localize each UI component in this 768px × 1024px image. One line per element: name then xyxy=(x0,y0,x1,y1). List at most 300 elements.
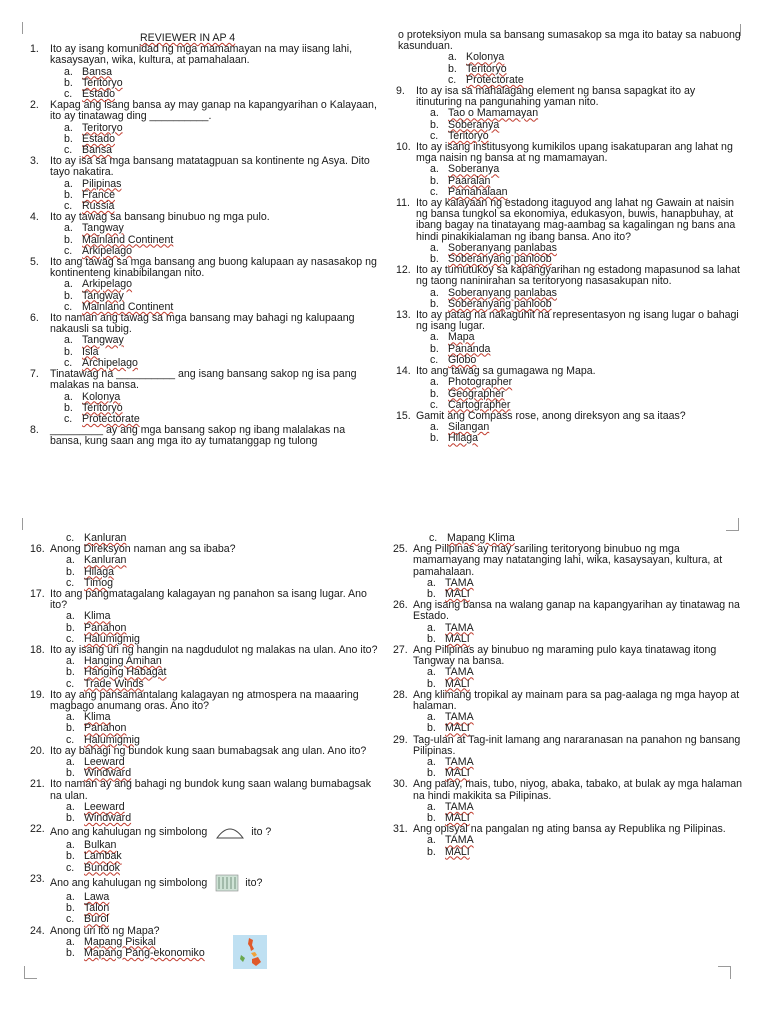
question-text xyxy=(413,735,743,757)
option-letter: b. xyxy=(427,722,436,735)
option-row xyxy=(427,712,743,723)
question-stem-row xyxy=(30,369,378,391)
option-text: Tangway xyxy=(82,222,124,235)
option-list xyxy=(393,578,743,600)
question-stem-tail: ito? xyxy=(245,876,263,889)
option-letter: c. xyxy=(64,200,73,213)
option-text: Pamahalaan xyxy=(448,185,508,198)
option-letter: a. xyxy=(66,554,75,567)
question-text xyxy=(416,86,741,108)
option-text: France xyxy=(82,188,115,201)
option-text: Soberanyang panlabas xyxy=(448,286,557,299)
option-list xyxy=(393,712,743,734)
option-text: Leeward xyxy=(84,756,125,769)
option-letter: b. xyxy=(430,118,439,131)
option-list xyxy=(393,835,743,857)
option-letter: b. xyxy=(66,812,75,825)
option-list xyxy=(393,802,743,824)
option-letter: c. xyxy=(64,88,73,101)
option-text: Estado xyxy=(82,88,115,101)
option-row xyxy=(66,813,378,824)
question-text xyxy=(50,874,378,892)
option-text: Estado xyxy=(82,132,115,145)
question-item xyxy=(30,257,378,313)
option-text: Burol xyxy=(84,913,109,926)
question-stem-row xyxy=(30,100,378,122)
question-stem-row xyxy=(30,779,378,801)
option-letter: c. xyxy=(430,398,439,411)
option-text: Kolonya xyxy=(82,390,121,403)
option-text: MALI xyxy=(445,812,470,825)
corner-mark xyxy=(24,966,37,979)
option-letter: b. xyxy=(430,297,439,310)
question-text xyxy=(416,142,741,164)
question-text xyxy=(50,589,378,611)
question-item xyxy=(396,265,741,310)
option-letter: a. xyxy=(430,241,439,254)
option-letter: a. xyxy=(430,107,439,120)
option-letter: a. xyxy=(66,839,75,852)
question-item xyxy=(30,926,378,960)
option-letter: a. xyxy=(64,121,73,134)
option-list xyxy=(30,279,378,313)
option-letter: b. xyxy=(64,233,73,246)
question-number: 4. xyxy=(30,211,39,224)
question-number: 2. xyxy=(30,99,39,112)
option-row xyxy=(66,723,378,734)
option-row xyxy=(66,611,378,622)
question-stem-row xyxy=(393,544,743,578)
option-letter: a. xyxy=(430,331,439,344)
option-list xyxy=(30,392,378,426)
option-letter: b. xyxy=(66,902,75,915)
option-list xyxy=(30,223,378,257)
sheet2-left-column xyxy=(30,533,378,959)
option-row xyxy=(66,948,378,959)
option-text: Bansa xyxy=(82,65,113,78)
question-number: 28. xyxy=(393,688,408,701)
option-text: Kanluran xyxy=(84,554,127,567)
option-text: MALI xyxy=(445,767,470,780)
question-item xyxy=(393,735,743,780)
question-number: 26. xyxy=(393,599,408,612)
question-stem: Ito ang tawag sa gumagawa ng Mapa. xyxy=(416,365,596,378)
question-number: 3. xyxy=(30,155,39,168)
question-list xyxy=(30,44,378,447)
option-row xyxy=(64,335,378,346)
question-number: 18. xyxy=(30,644,45,657)
option-letter: a. xyxy=(66,800,75,813)
question-stem-row xyxy=(393,690,743,712)
question-stem: Ito ay tawag sa bansang binubuo ng mga pulo. xyxy=(50,211,270,224)
option-text: Cartographer xyxy=(448,398,511,411)
question-item xyxy=(30,746,378,780)
option-letter: c. xyxy=(66,913,75,926)
option-letter: c. xyxy=(64,144,73,157)
question-stem: Ito naman ang tawag sa mga bansang may bahagi ng kalupaang nakausli sa tubig. xyxy=(50,312,355,336)
question-item xyxy=(30,779,378,824)
question-number: 29. xyxy=(393,733,408,746)
option-letter: a. xyxy=(66,756,75,769)
option-letter: a. xyxy=(430,286,439,299)
question-text xyxy=(413,779,743,801)
question-stem-row xyxy=(396,310,741,332)
option-list xyxy=(30,757,378,779)
option-letter: b. xyxy=(430,342,439,355)
question-list xyxy=(396,86,741,445)
option-text: Soberanya xyxy=(448,118,500,131)
question-text xyxy=(413,645,743,667)
option-text: Arkipelago xyxy=(82,278,133,291)
option-row xyxy=(427,667,743,678)
option-row xyxy=(448,52,741,63)
option-text: Teritoryo xyxy=(466,62,507,75)
option-text: Teritoryo xyxy=(82,76,123,89)
question-stem: Ito ay isang komunidad ng mga mamamayan na may iisang lahi, kasaysayan, wika, kultura, at pamahalaan. xyxy=(50,43,353,67)
continuation-options xyxy=(396,52,741,86)
option-letter: a. xyxy=(64,177,73,190)
philippines-map-icon xyxy=(233,935,267,969)
option-text: Protectorate xyxy=(82,412,140,425)
option-letter: b. xyxy=(427,845,436,858)
option-row xyxy=(427,757,743,768)
question-stem: Kapag ang isang bansa ay may ganap na kapangyarihan o Kalayaan, ito ay tinatawag ding __________. xyxy=(50,99,377,123)
option-text: Globo xyxy=(448,353,477,366)
option-list xyxy=(396,288,741,310)
option-letter: a. xyxy=(64,278,73,291)
option-letter: c. xyxy=(430,185,439,198)
sheet1-left-column xyxy=(30,33,378,448)
option-letter: c. xyxy=(430,129,439,142)
option-text: Teritoryo xyxy=(82,121,123,134)
option-letter: a. xyxy=(66,935,75,948)
option-letter: a. xyxy=(427,576,436,589)
question-stem-row xyxy=(30,824,378,840)
question-number: 14. xyxy=(396,365,411,378)
option-letter: c. xyxy=(66,677,75,690)
question-item xyxy=(396,310,741,366)
option-letter: a. xyxy=(448,51,457,64)
question-list xyxy=(30,544,378,959)
question-stem: Ito ay isang uri ng hangin na nagdudulot ng malakas na ulan. Ano ito? xyxy=(50,644,378,657)
option-letter: a. xyxy=(427,800,436,813)
option-letter: c. xyxy=(66,632,75,645)
option-text: Halumigmig xyxy=(84,733,140,746)
option-text: Bulkan xyxy=(84,839,117,852)
question-number: 27. xyxy=(393,644,408,657)
option-text: Bundok xyxy=(84,861,120,874)
option-text: Geographer xyxy=(448,387,505,400)
option-text: Hanging Amihan xyxy=(84,655,162,668)
question-number: 6. xyxy=(30,312,39,325)
option-text: MALI xyxy=(445,588,470,601)
option-list xyxy=(30,656,378,690)
option-list xyxy=(393,667,743,689)
option-letter: a. xyxy=(64,390,73,403)
question-item xyxy=(30,100,378,156)
sheet1-right-column xyxy=(396,30,741,445)
option-text: Lambak xyxy=(84,850,122,863)
option-letter: b. xyxy=(427,767,436,780)
option-letter: a. xyxy=(430,421,439,434)
option-text: Mainland Continent xyxy=(82,233,174,246)
option-list xyxy=(396,422,741,444)
continuation-text: o proteksiyon mula sa bansang sumasakop sa mga ito batay sa nabuong kasunduan. xyxy=(398,29,741,53)
question-stem-row xyxy=(30,746,378,757)
question-number: 30. xyxy=(393,778,408,791)
question-stem-row xyxy=(30,589,378,611)
question-stem-row xyxy=(30,544,378,555)
option-text: MALI xyxy=(445,722,470,735)
question-text xyxy=(50,257,378,279)
option-row xyxy=(64,279,378,290)
option-text: Paaralan xyxy=(448,174,491,187)
question-text xyxy=(413,600,743,622)
question-item xyxy=(30,544,378,589)
question-number: 15. xyxy=(396,409,411,422)
question-item xyxy=(393,824,743,858)
question-stem: Ano ang kahulugan ng simbolong xyxy=(50,826,208,839)
option-row xyxy=(66,851,378,862)
question-stem: Tinatawag na __________ ang isang bansang sakop ng isa pang malakas na bansa. xyxy=(50,368,357,392)
option-letter: c. xyxy=(430,353,439,366)
question-text xyxy=(50,313,378,335)
option-letter: b. xyxy=(430,253,439,266)
option-letter: a. xyxy=(427,666,436,679)
option-text: Lawa xyxy=(84,890,110,903)
question-stem-row xyxy=(30,874,378,892)
option-row xyxy=(66,903,378,914)
question-stem-row xyxy=(396,86,741,108)
option-text: Photographer xyxy=(448,376,513,389)
question-stem: Ang palay, mais, tubo, niyog, abaka, tabako, at bulak ay mga halaman na hindi makikita sa Pilipinas. xyxy=(413,778,743,802)
option-text: Windward xyxy=(84,812,132,825)
option-text: TAMA xyxy=(445,834,474,847)
option-letter: a. xyxy=(64,222,73,235)
option-row xyxy=(430,433,741,444)
question-stem: Ito ay isa sa mahalagang element ng bansa sapagkat ito ay itinuturing na pangunahing yaman nito. xyxy=(416,85,696,109)
option-letter: c. xyxy=(64,244,73,257)
option-row xyxy=(430,164,741,175)
option-text: Hilaga xyxy=(448,432,479,445)
question-stem: Ang Pilipinas ay may sariling teritoryong binubuo ng mga mamamayang may natatanging lahi, wika, kasaysayan, kultura, at pamahalaan. xyxy=(413,543,723,578)
question-stem-row xyxy=(396,142,741,164)
option-text: Bansa xyxy=(82,144,113,157)
question-number: 7. xyxy=(30,368,39,381)
question-stem-row xyxy=(30,425,378,447)
question-item xyxy=(396,411,741,445)
question-item xyxy=(396,86,741,142)
question-text xyxy=(416,310,741,332)
question-number: 11. xyxy=(396,197,410,210)
question-stem-row xyxy=(396,265,741,287)
option-text: Protectorate xyxy=(466,73,524,86)
option-text: Hilaga xyxy=(84,565,115,578)
question-item xyxy=(396,142,741,198)
question-stem: Ito ay isa sa mga bansang matatagpuan sa kontinente ng Asya. Dito tayo nakatira. xyxy=(50,155,370,179)
option-row xyxy=(66,667,378,678)
option-letter: b. xyxy=(66,946,75,959)
option-text: Klima xyxy=(84,610,111,623)
option-list xyxy=(30,123,378,157)
question-item xyxy=(30,824,378,874)
option-text: Mapa xyxy=(448,331,475,344)
option-letter: c. xyxy=(66,733,75,746)
question-text xyxy=(50,156,378,178)
question-item xyxy=(30,425,378,447)
option-text: Archipelago xyxy=(82,356,138,369)
question-stem: Ito ang tawag sa mga bansang ang buong kalupaan ay nasasakop ng kontinenteng kinabibilangan nito. xyxy=(50,256,377,280)
option-letter: c. xyxy=(66,861,75,874)
option-letter: c. xyxy=(64,300,73,313)
option-row xyxy=(430,332,741,343)
question-item xyxy=(393,600,743,645)
option-letter: b. xyxy=(427,677,436,690)
option-text: Soberanyang panloob xyxy=(448,253,552,266)
option-letter: a. xyxy=(427,834,436,847)
option-row xyxy=(427,578,743,589)
option-letter: b. xyxy=(64,76,73,89)
option-text: Mapang Pang-ekonomiko xyxy=(84,946,205,959)
question-item xyxy=(393,544,743,600)
option-text: Tangway xyxy=(82,289,124,302)
option-text: TAMA xyxy=(445,666,474,679)
option-letter: c. xyxy=(448,73,457,86)
option-list xyxy=(30,802,378,824)
option-list xyxy=(30,67,378,101)
option-letter: a. xyxy=(427,711,436,724)
option-letter: b. xyxy=(430,174,439,187)
option-text: Pananda xyxy=(448,342,491,355)
option-text: Soberanyang panlabas xyxy=(448,241,557,254)
option-list xyxy=(30,937,378,959)
question-stem-row xyxy=(393,779,743,801)
option-text: Teritoryo xyxy=(448,129,489,142)
question-stem-row xyxy=(393,645,743,667)
question-text xyxy=(50,690,378,712)
option-list xyxy=(396,377,741,411)
option-letter: a. xyxy=(430,163,439,176)
question-number: 12. xyxy=(396,264,411,277)
option-list xyxy=(393,623,743,645)
question-text xyxy=(50,425,378,447)
option-letter: a. xyxy=(427,756,436,769)
option-list xyxy=(396,332,741,366)
option-row xyxy=(66,555,378,566)
question-item xyxy=(30,369,378,425)
option-list xyxy=(393,757,743,779)
swamp-symbol-icon xyxy=(215,874,239,892)
option-letter: b. xyxy=(66,767,75,780)
option-text: TAMA xyxy=(445,576,474,589)
option-text: Trade Winds xyxy=(84,677,144,690)
option-text: Teritoryo xyxy=(82,401,123,414)
option-text: Panahon xyxy=(84,621,127,634)
option-letter: b. xyxy=(427,632,436,645)
option-list xyxy=(30,840,378,874)
question-text xyxy=(413,690,743,712)
option-text: Mapang Pisikal xyxy=(84,935,156,948)
option-text: Klima xyxy=(84,711,111,724)
option-text: Panahon xyxy=(84,722,127,735)
option-text: Talon xyxy=(84,902,110,915)
option-list xyxy=(30,892,378,926)
question-stem: Ito ay patag na nakaguhit na representasyon ng isang lugar o bahagi ng isang lugar. xyxy=(416,309,739,333)
option-letter: b. xyxy=(66,850,75,863)
option-letter: a. xyxy=(427,621,436,634)
option-letter: c. xyxy=(64,356,73,369)
question-number: 8. xyxy=(30,424,39,437)
question-number: 1. xyxy=(30,43,39,56)
mountain-symbol-icon xyxy=(215,824,245,840)
option-text: Soberanyang panloob xyxy=(448,297,552,310)
option-row xyxy=(427,623,743,634)
option-letter: c. xyxy=(66,576,75,589)
question-stem: Ang Pilipinas ay binubuo ng maraming pulo kaya tinatawag itong Tangway na bansa. xyxy=(413,644,717,668)
option-letter: c. xyxy=(64,412,73,425)
option-list xyxy=(30,712,378,746)
option-letter: b. xyxy=(66,722,75,735)
question-number: 20. xyxy=(30,744,45,757)
option-letter: b. xyxy=(64,289,73,302)
option-letter: c. xyxy=(429,532,438,544)
option-text: Kolonya xyxy=(466,51,505,64)
option-letter: a. xyxy=(64,65,73,78)
question-number: 23. xyxy=(30,872,45,885)
question-stem: Tag-ulan at Tag-init lamang ang nararanasan na panahon ng bansang Pilipinas. xyxy=(413,733,741,757)
option-letter: b. xyxy=(430,432,439,445)
question-item xyxy=(30,589,378,645)
corner-mark xyxy=(726,518,739,531)
sheet2-right-column xyxy=(393,533,743,858)
question-item xyxy=(30,313,378,369)
option-text: Arkipelago xyxy=(82,244,133,257)
option-letter: b. xyxy=(66,565,75,578)
question-stem-row xyxy=(30,257,378,279)
question-text xyxy=(50,100,378,122)
option-letter: b. xyxy=(64,401,73,414)
question-number: 5. xyxy=(30,256,39,269)
option-text: Tao o Mamamayan xyxy=(448,107,539,120)
option-letter: b. xyxy=(430,387,439,400)
question-number: 19. xyxy=(30,688,45,701)
question-stem: _________ ay ang mga bansang sakop ng ibang malalakas na bansa, kung saan ang mga ito ay tumatanggap ng tulong xyxy=(50,424,346,448)
question-number: 21. xyxy=(30,778,45,791)
question-text xyxy=(413,544,743,578)
option-list xyxy=(396,108,741,142)
question-number: 31. xyxy=(393,823,408,836)
question-stem-row xyxy=(30,690,378,712)
question-number: 24. xyxy=(30,924,45,937)
question-stem-row xyxy=(30,645,378,656)
option-letter: b. xyxy=(66,666,75,679)
question-stem-row xyxy=(30,313,378,335)
question-stem: Ano ang kahulugan ng simbolong xyxy=(50,876,208,889)
option-letter: b. xyxy=(427,812,436,825)
question-item xyxy=(30,645,378,690)
question-item xyxy=(396,198,741,265)
option-row xyxy=(430,108,741,119)
question-stem: Ang isang bansa na walang ganap na kapangyarihan ay tinatawag na Estado. xyxy=(413,599,740,623)
question-number: 22. xyxy=(30,823,45,836)
question-stem: Anong Direksyon naman ang sa ibaba? xyxy=(50,543,236,556)
option-letter: a. xyxy=(66,610,75,623)
question-stem-row xyxy=(30,156,378,178)
option-text: Russia xyxy=(82,200,115,213)
option-text: TAMA xyxy=(445,621,474,634)
option-letter: a. xyxy=(430,376,439,389)
question-stem: Ito ay kalayaan ng estadong itaguyod ang lahat ng Gawain at naisin ng bansa tungkol sa ekonomiya, edukasyon, buwis, hanapbuhay, at ibang bagay na tinatayang mag-aambag sa kagalingan ng bans ana hindi pinakikialaman ng ibang bansa. Ano ito? xyxy=(416,197,736,243)
